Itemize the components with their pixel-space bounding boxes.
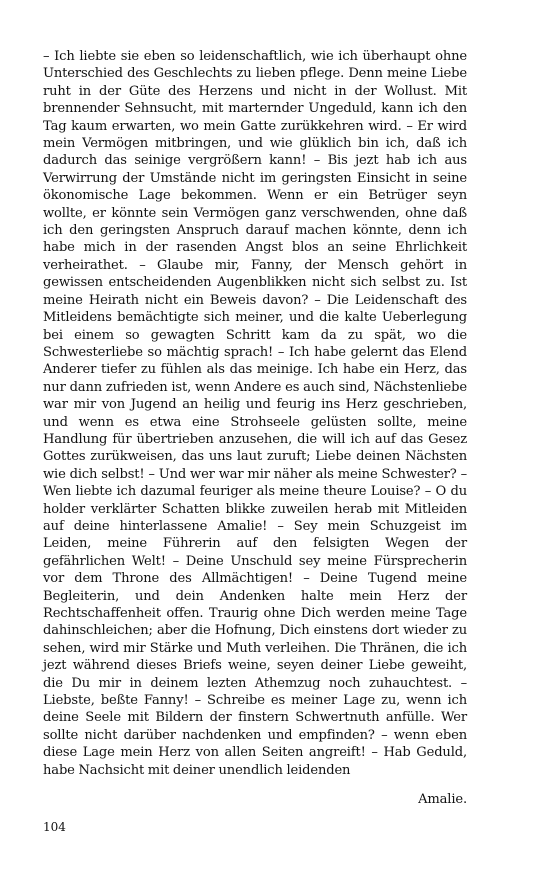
letter-body-text: – Ich liebte sie eben so leidenschaftlich, wie ich überhaupt ohne Unterschied des Geschlechts zu lieben pflege. Denn meine Liebe ruht in der Güte des Herzens und nicht in der Wollust. Mit brennender Sehnsucht, mit marternder Ungeduld, kann ich den Tag kaum erwarten, wo mein Gatte zurükkehren wird. – Er wird mein Vermögen mitbringen, und wie glüklich bin ich, daß ich dadurch das seinige vergrößern kann! – Bis jezt hab ich aus Verwirrung der Umstände nicht im geringsten Einsicht in seine ökonomische Lage bekommen. Wenn er ein Betrüger seyn wollte, er könnte sein Vermögen ganz verschwenden, ohne daß ich den geringsten Anspruch darauf machen könnte, denn ich habe mich in der rasenden Angst blos an seine Ehrlichkeit verheirathet. – Glaube mir, Fanny, der Mensch gehört in gewissen entscheidenden Augenblikken nicht sich selbst zu. Ist meine Heirath nicht ein Beweis davon? – Die Leidenschaft des Mitleidens bemächtigte sich meiner, und die kalte Ueberlegung bei einem so gewagten Schritt kam da zu spät, wo die Schwesterliebe so mächtig sprach! – Ich habe gelernt das Elend Anderer tiefer zu fühlen als das meinige. Ich habe ein Herz, das nur dann zufrieden ist, wenn Andere es auch sind, Nächstenliebe war mir von Jugend an heilig und feurig ins Herz geschrieben, und wenn es etwa eine Strohseele gelüsten sollte, meine Handlung für übertrieben anzusehen, die will ich auf das Gesez Gottes zurükweisen, das uns laut zuruft; Liebe deinen Nächsten wie dich selbst! – Und wer war mir näher als meine Schwester? – Wen liebte ich dazumal feuriger als meine theure Louise? – O du holder verklärter Schatten blikke zuweilen herab mit Mitleiden auf deine hinterlassene Amalie! – Sey mein Schuzgeist im Leiden, meine Führerin auf den felsigten Wegen der gefährlichen Welt! – Deine Unschuld sey meine Fürsprecherin vor dem Throne des Allmächtigen! – Deine Tugend meine Begleiterin, und dein Andenken halte mein Herz der Rechtschaffenheit offen. Traurig ohne Dich werden meine Tage dahinschleichen; aber die Hofnung, Dich einstens dort wieder zu sehen, wird mir Stärke und Muth verleihen. Die Thränen, die ich jezt während dieses Briefs weine, seyen deiner Liebe geweiht, die Du mir in deinem lezten Athemzug noch zuhauchtest. – Liebste, beßte Fanny! – Schreibe es meiner Lage zu, wenn ich deine Seele mit Bildern der finstern Schwertnuth anfülle. Wer sollte nicht darüber nachdenken und empfinden? – wenn eben diese Lage mein Herz von allen Seiten angreift! – Hab Geduld, habe Nachsicht mit deiner unendlich leidenden bbox=[43, 49, 467, 778]
page-content bbox=[43, 48, 467, 808]
page-number: 104 bbox=[43, 820, 66, 834]
letter-signature: Amalie. bbox=[418, 792, 467, 808]
